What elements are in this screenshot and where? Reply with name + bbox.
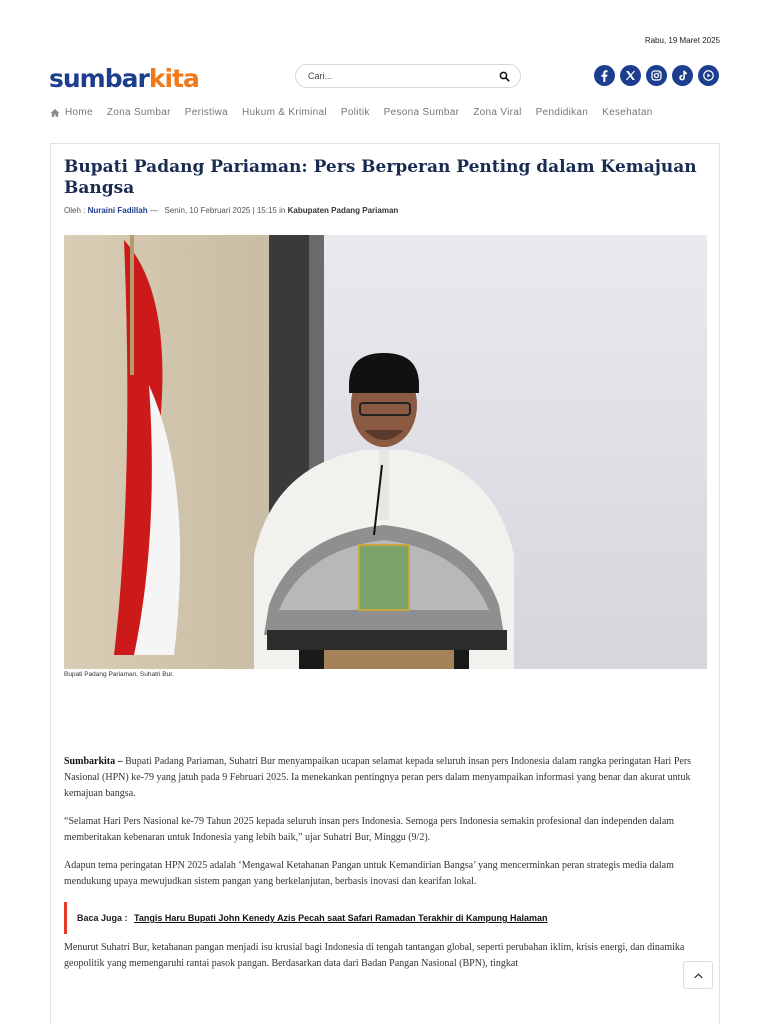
- nav-item-pesona-sumbar[interactable]: Pesona Sumbar: [383, 107, 460, 118]
- nav-item-zona-sumbar[interactable]: Zona Sumbar: [106, 107, 171, 118]
- search-input[interactable]: [308, 69, 488, 83]
- nav-item-zona-viral[interactable]: Zona Viral: [473, 107, 522, 118]
- related-article-link[interactable]: Tangis Haru Bupati John Kenedy Azis Pecah saat Safari Ramadan Terakhir di Kampung Halaman: [134, 913, 548, 923]
- facebook-icon[interactable]: [594, 65, 615, 86]
- image-caption: Bupati Padang Pariaman, Suhatri Bur.: [64, 671, 174, 678]
- paragraph-4: Menurut Suhatri Bur, ketahanan pangan menjadi isu krusial bagi Indonesia di tengah tantangan global, seperti perubahan iklim, krisis energi, dan dinamika geopolitik yang memengaruhi rantai pasok pangan. Berdasarkan data dari Badan Pangan Nasional (BPN), tingkat: [64, 942, 685, 969]
- nav-item-peristiwa[interactable]: Peristiwa: [184, 107, 229, 118]
- home-icon: [50, 108, 60, 118]
- author-link[interactable]: Nuraini Fadillah: [87, 206, 148, 215]
- related-article-box: [64, 902, 704, 934]
- current-date: Rabu, 19 Maret 2025: [644, 36, 720, 45]
- x-twitter-icon[interactable]: [620, 65, 641, 86]
- article-title: Bupati Padang Pariaman: Pers Berperan Penting dalam Kemajuan Bangsa: [64, 157, 697, 198]
- tiktok-icon[interactable]: [672, 65, 693, 86]
- author-by-label: Oleh :: [64, 206, 86, 215]
- related-label: Baca Juga :: [77, 913, 128, 923]
- search-box: [295, 64, 521, 88]
- logo-text-kita: kita: [148, 64, 199, 93]
- nav-item-kesehatan[interactable]: Kesehatan: [602, 107, 653, 118]
- category-link[interactable]: Kabupaten Padang Pariaman: [287, 206, 399, 215]
- social-links: [594, 65, 719, 86]
- nav-item-pendidikan[interactable]: Pendidikan: [535, 107, 589, 118]
- publish-date: Senin, 10 Februari 2025 | 15:15: [164, 206, 277, 215]
- nav-item-politik[interactable]: Politik: [340, 107, 370, 118]
- search-icon[interactable]: [499, 71, 510, 82]
- youtube-icon[interactable]: [698, 65, 719, 86]
- paragraph-3: Adapun tema peringatan HPN 2025 adalah ‘Mengawal Ketahanan Pangan untuk Kemandirian Bangsa’ yang mencerminkan peran strategis media dalam mendukung upaya mewujudkan sistem pangan yang berkelanjutan, berbasis inovasi dan kearifan lokal.: [64, 860, 674, 887]
- category-in-label: in: [279, 206, 286, 215]
- paragraph-2: “Selamat Hari Pers Nasional ke-79 Tahun 2025 kepada seluruh insan pers Indonesia. Semoga pers Indonesia semakin profesional dan independen dalam memberitakan kebenaran untuk Indonesia yang lebih baik,” ujar Suhatri Bur, Minggu (9/2).: [64, 816, 675, 843]
- article-featured-image: [64, 235, 707, 669]
- nav-item-home[interactable]: [50, 107, 93, 118]
- chevron-up-icon: [693, 970, 704, 981]
- nav-item-label: Home: [65, 107, 93, 118]
- scroll-to-top-button[interactable]: [683, 961, 713, 989]
- featured-photo-illustration: [64, 235, 707, 669]
- paragraph-1: [64, 754, 704, 802]
- paragraph-1-text: Bupati Padang Pariaman, Suhatri Bur menyampaikan ucapan selamat kepada seluruh insan pers Indonesia dalam rangka peringatan Hari Pers Nasional (HPN) ke-79 yang jatuh pada 9 Februari 2025. Ia menekankan pentingnya peran pers dalam menyampaikan informasi yang benar dan akurat untuk kemajuan bangsa.: [64, 756, 692, 799]
- nav-item-hukum-kriminal[interactable]: Hukum & Kriminal: [242, 107, 327, 118]
- meta-separator: —: [149, 206, 158, 215]
- logo-text-sumbar: sumbar: [49, 64, 149, 93]
- brand-lead: Sumbarkita –: [64, 756, 123, 767]
- article-meta: [64, 206, 398, 215]
- site-logo[interactable]: [49, 64, 199, 94]
- site-header: [49, 60, 719, 96]
- instagram-icon[interactable]: [646, 65, 667, 86]
- article-card: [50, 143, 720, 1024]
- article-body: [64, 754, 704, 984]
- main-nav: [50, 107, 653, 118]
